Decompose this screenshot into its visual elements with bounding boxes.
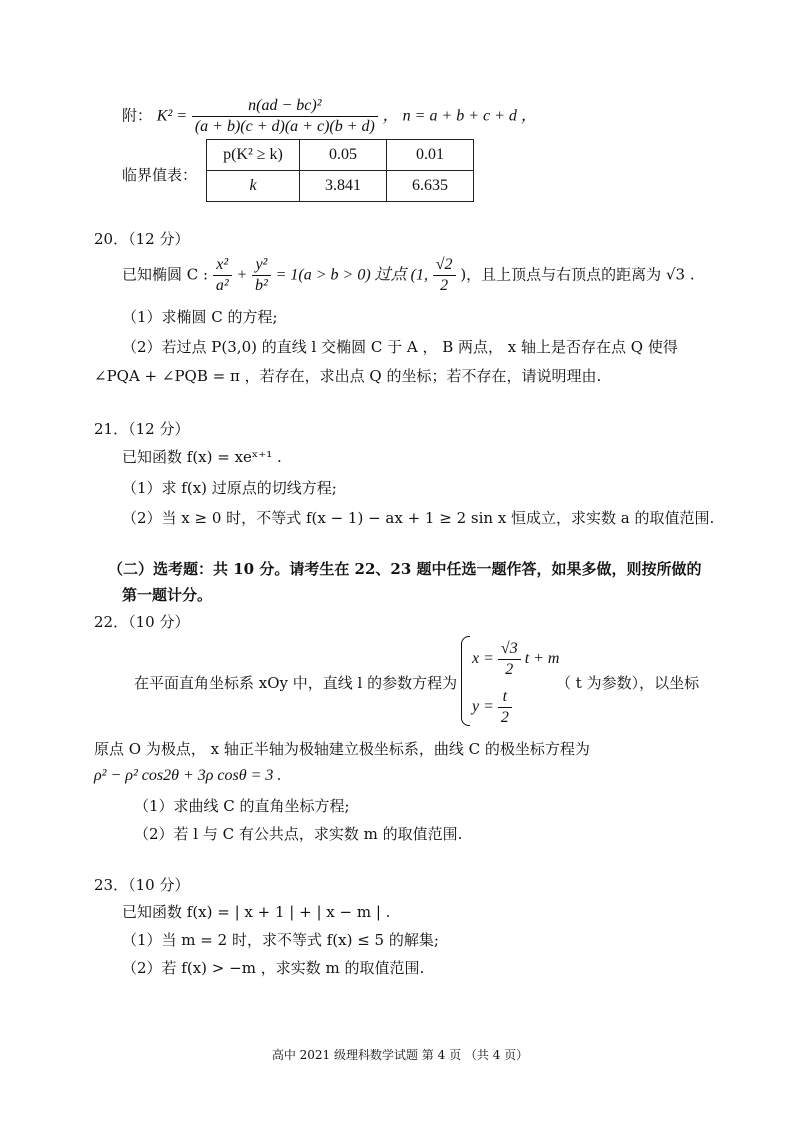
table-cell: p(K² ≥ k) (207, 140, 300, 171)
q23-stem: 已知函数 f(x) = | x + 1 | + | x − m | . (122, 903, 391, 921)
table-cell: 0.05 (300, 140, 387, 171)
table-label: 临界值表： (122, 166, 198, 184)
critical-value-table (206, 139, 474, 202)
k2-lhs: K² = (156, 107, 188, 125)
q21-part2: （2）当 x ≥ 0 时，不等式 f(x − 1) − ax + 1 ≥ 2 sin x 恒成立，求实数 a 的取值范围. (122, 509, 715, 527)
q20-number: 20．（12 分） (94, 230, 190, 248)
section2-line2: 第一题计分。 (122, 586, 213, 604)
table-cell: 6.635 (387, 171, 474, 202)
section2-line1: （二）选考题：共 10 分。请考生在 22、23 题中任选一题作答，如果多做，则按所做的 (108, 560, 702, 578)
n-definition: ， n = a + b + c + d ， (382, 107, 537, 125)
q22-line2: 原点 O 为极点， x 轴正半轴为极轴建立极坐标系，曲线 C 的极坐标方程为 (94, 740, 590, 758)
table-row (207, 140, 474, 171)
q20-stem: 已知椭圆 C : $\frac{\text{x²}}{\text{a²}}$ + $\frac{\text{y²}}{\text{b²}}$ = 1(a > b > 0) 过点 (1, $\frac{√2}{2}$ )，且上顶点与右顶点的距离为 √3 . (122, 256, 695, 294)
q22-number: 22．（10 分） (94, 613, 190, 631)
table-row (207, 171, 474, 202)
q23-number: 23．（10 分） (94, 876, 190, 894)
q22-part2: （2）若 l 与 C 有公共点，求实数 m 的取值范围. (134, 825, 463, 843)
q20-part2-line1: （2）若过点 P(3,0) 的直线 l 交椭圆 C 于 A ， B 两点， x 轴上是否存在点 Q 使得 (122, 338, 678, 356)
q22-eq-x: x = $\frac{√3}{2}$ t + m (472, 640, 560, 678)
sqrt2-over-2: $\frac{√2}{2}$ (433, 256, 456, 295)
q22-eq-y: y = $\frac{t}{2}$ (472, 688, 512, 727)
q23-part2: （2）若 f(x) > −m ，求实数 m 的取值范围. (122, 959, 425, 977)
y2-over-b2: $\frac{\text{y²}}{\text{b²}}$ (252, 256, 271, 295)
q21-part1: （1）求 f(x) 过原点的切线方程; (122, 479, 337, 497)
q22-text-before: 在平面直角坐标系 xOy 中，直线 l 的参数方程为 (134, 674, 458, 692)
q22-part1: （1）求曲线 C 的直角坐标方程; (134, 797, 350, 815)
q23-part1: （1）当 m = 2 时，求不等式 f(x) ≤ 5 的解集; (122, 931, 439, 949)
system-brace (461, 636, 470, 726)
q21-number: 21．（12 分） (94, 420, 190, 438)
table-cell: k (207, 171, 300, 202)
q20-part2-line2: ∠PQA + ∠PQB = π ，若存在，求出点 Q 的坐标；若不存在，请说明理由. (94, 367, 602, 385)
page-footer: 高中 2021 级理科数学试题 第 4 页 （共 4 页） (271, 1048, 529, 1062)
table-cell: 0.01 (387, 140, 474, 171)
table-cell: 3.841 (300, 171, 387, 202)
x2-over-a2: $\frac{\text{x²}}{\text{a²}}$ (213, 256, 232, 295)
q20-part1: （1）求椭圆 C 的方程; (122, 308, 278, 326)
appendix-formula (122, 97, 537, 136)
q22-line3: ρ² − ρ² cos2θ + 3ρ cosθ = 3 . (94, 767, 282, 784)
k2-fraction: $\frac{\text{n(ad − bc)²}}{(a + b)(c + d)(a + c)(b + d)}$ (192, 97, 378, 136)
q21-stem: 已知函数 f(x) = xeˣ⁺¹ . (122, 448, 282, 466)
appendix-prefix: 附： (122, 106, 153, 125)
q22-text-after: （ t 为参数），以坐标 (556, 674, 700, 692)
